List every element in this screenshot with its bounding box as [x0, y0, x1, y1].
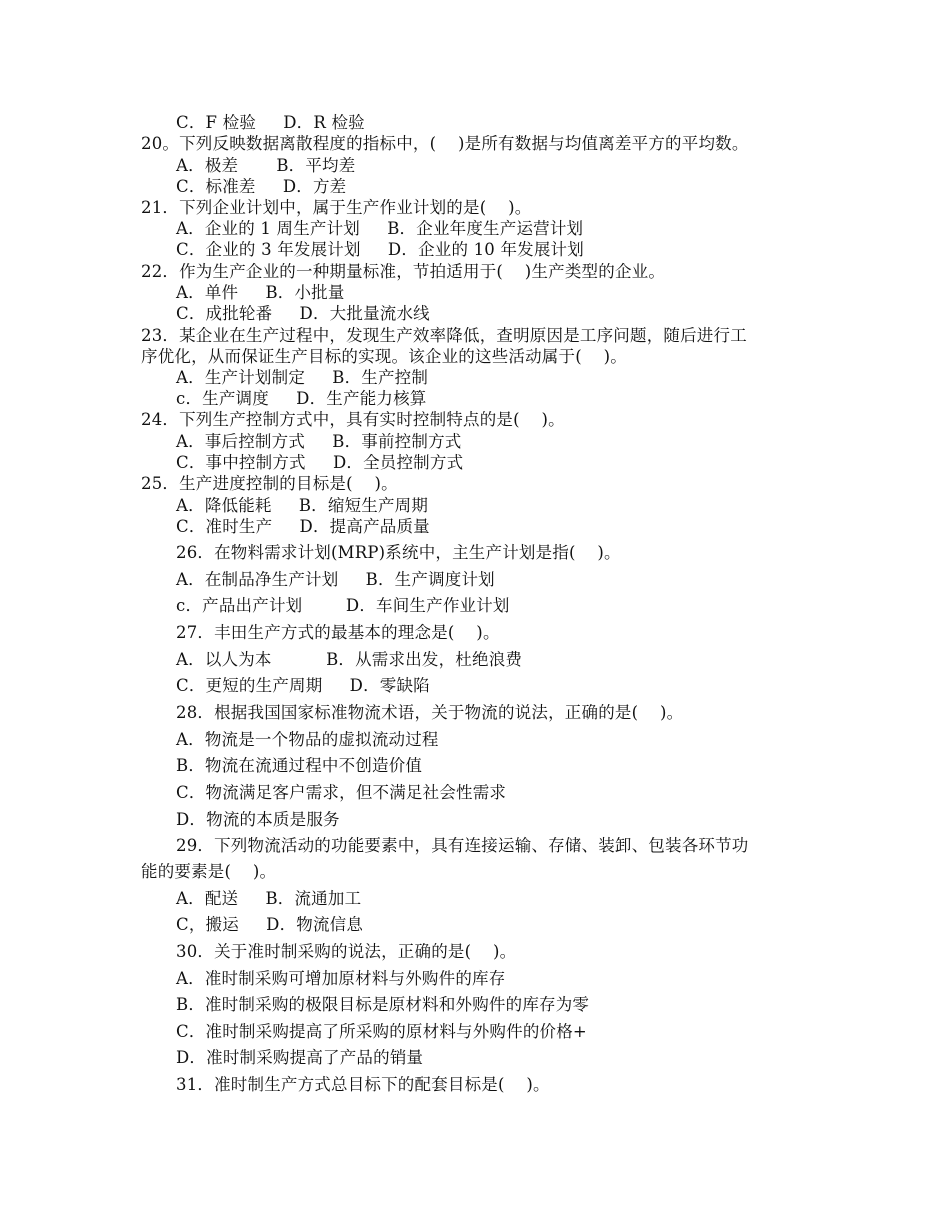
option-line: A．单件 B．小批量 [176, 283, 345, 302]
option-line: C，搬运 D．物流信息 [176, 915, 364, 934]
question-line: 20。下列反映数据离散程度的指标中，( )是所有数据与均值离差平方的平均数。 [141, 134, 749, 153]
option-line: A．生产计划制定 B．生产控制 [176, 368, 429, 387]
option-line: A．极差 B．平均差 [176, 156, 356, 175]
option-line: C．成批轮番 D．大批量流水线 [176, 304, 430, 323]
question-line: 序优化，从而保证生产目标的实现。该企业的这些活动属于( )。 [141, 347, 627, 366]
option-line: C．F 检验 D．R 检验 [176, 113, 365, 132]
option-line: C．更短的生产周期 D．零缺陷 [176, 676, 430, 695]
question-line: 25．生产进度控制的目标是( )。 [141, 474, 398, 493]
question-line: 28．根据我国国家标准物流术语，关于物流的说法，正确的是( )。 [176, 703, 684, 722]
option-line: A．物流是一个物品的虚拟流动过程 [176, 730, 439, 749]
option-line: C．标准差 D．方差 [176, 177, 347, 196]
question-line: 能的要素是( )。 [141, 862, 277, 881]
option-line: B．物流在流通过程中不创造价值 [176, 756, 423, 775]
option-line: D．准时制采购提高了产品的销量 [176, 1048, 424, 1067]
question-line: 30．关于准时制采购的说法，正确的是( )。 [176, 942, 517, 961]
question-line: 29．下列物流活动的功能要素中，具有连接运输、存储、装卸、包装各环节功 [176, 836, 749, 855]
option-line: A．企业的 1 周生产计划 B．企业年度生产运营计划 [176, 219, 584, 238]
option-line: A．在制品净生产计划 B．生产调度计划 [176, 570, 495, 589]
option-line: C．物流满足客户需求，但不满足社会性需求 [176, 783, 507, 802]
option-line: c．产品出产计划 D．车间生产作业计划 [176, 596, 510, 615]
option-line: C．企业的 3 年发展计划 D．企业的 10 年发展计划 [176, 240, 584, 259]
option-line: c．生产调度 D．生产能力核算 [176, 389, 427, 408]
option-line: A．降低能耗 B．缩短生产周期 [176, 496, 429, 515]
option-line: A．准时制采购可增加原材料与外购件的库存 [176, 969, 506, 988]
question-line: 23．某企业在生产过程中，发现生产效率降低，查明原因是工序问题，随后进行工 [141, 326, 747, 345]
option-line: A．以人为本 B．从需求出发，杜绝浪费 [176, 650, 523, 669]
question-line: 21．下列企业计划中，属于生产作业计划的是( )。 [141, 198, 532, 217]
question-line: 31．准时制生产方式总目标下的配套目标是( )。 [176, 1075, 550, 1094]
option-line: D．物流的本质是服务 [176, 810, 340, 829]
option-line: B．准时制采购的极限目标是原材料和外购件的库存为零 [176, 995, 590, 1014]
question-line: 24．下列生产控制方式中，具有实时控制特点的是( )。 [141, 410, 565, 429]
option-line: C．准时生产 D．提高产品质量 [176, 517, 430, 536]
question-line: 22．作为生产企业的一种期量标准，节拍适用于( )生产类型的企业。 [141, 262, 666, 281]
question-line: 26．在物料需求计划(MRP)系统中，主生产计划是指( )。 [176, 543, 621, 562]
option-line: C．准时制采购提高了所采购的原材料与外购件的价格+ [176, 1022, 587, 1041]
option-line: A．配送 B．流通加工 [176, 889, 362, 908]
option-line: A．事后控制方式 B．事前控制方式 [176, 432, 462, 451]
question-line: 27．丰田生产方式的最基本的理念是( )。 [176, 623, 500, 642]
option-line: C．事中控制方式 D．全员控制方式 [176, 453, 464, 472]
